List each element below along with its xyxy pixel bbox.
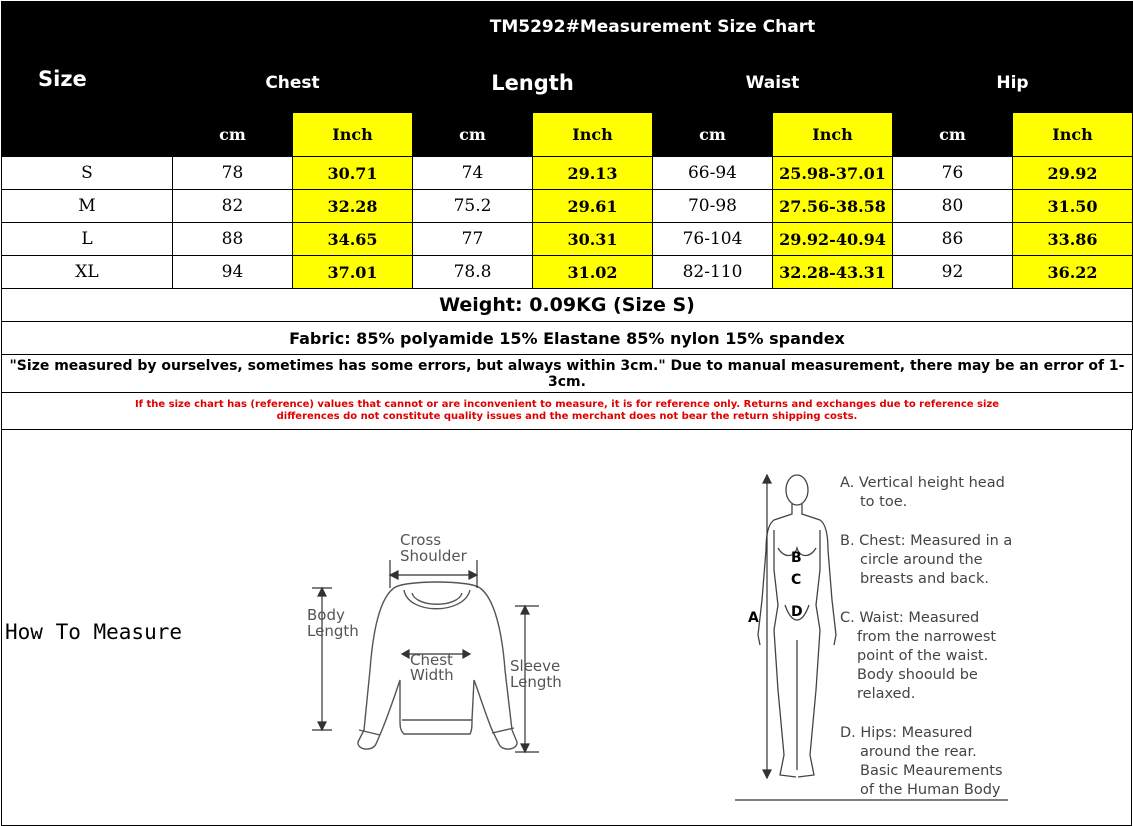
waist-inch-cell: 29.92-40.94 (773, 223, 893, 256)
hip-header: Hip (893, 53, 1133, 113)
waist-inch-cell: 27.56-38.58 (773, 190, 893, 223)
chest-inch-cell: 37.01 (293, 256, 413, 289)
hip-cm-cell: 86 (893, 223, 1013, 256)
length-inch-cell: 30.31 (533, 223, 653, 256)
body-figure (758, 475, 836, 777)
how-to-measure-section (1, 429, 1132, 826)
unit-inch: Inch (533, 113, 653, 157)
unit-cm: cm (653, 113, 773, 157)
table-row (2, 256, 1133, 289)
length-cm-cell: 74 (413, 157, 533, 190)
weight-info: Weight: 0.09KG (Size S) (2, 289, 1133, 322)
table-row (2, 190, 1133, 223)
desc-b: B. Chest: Measured in a circle around the breasts and back. (840, 533, 1013, 587)
disclaimer-text: If the size chart has (reference) values that cannot or are inconvenient to measure, it is for reference only. Returns and exchanges due to reference size differences do not constitute quality issues and the merchant does not bear the return shipping costs. (2, 393, 1133, 430)
hip-inch-cell: 29.92 (1013, 157, 1133, 190)
size-cell: XL (2, 256, 173, 289)
letter-c: C (791, 572, 802, 588)
table-row (2, 223, 1133, 256)
hip-inch-cell: 31.50 (1013, 190, 1133, 223)
chest-cm-cell: 88 (173, 223, 293, 256)
waist-cm-cell: 82-110 (653, 256, 773, 289)
chest-header: Chest (173, 53, 413, 113)
how-to-measure-label: How To Measure (5, 620, 183, 644)
letter-b: B (791, 550, 802, 566)
unit-inch: Inch (1013, 113, 1133, 157)
table-row (2, 157, 1133, 190)
measurement-diagrams (2, 430, 1131, 825)
length-inch-cell: 31.02 (533, 256, 653, 289)
desc-a: A. Vertical height head to toe. (840, 475, 1005, 510)
fabric-info: Fabric: 85% polyamide 15% Elastane 85% nylon 15% spandex (2, 322, 1133, 355)
unit-inch: Inch (293, 113, 413, 157)
waist-inch-cell: 25.98-37.01 (773, 157, 893, 190)
letter-a: A (748, 610, 759, 626)
chest-inch-cell: 34.65 (293, 223, 413, 256)
chest-width-label: Chest Width (410, 651, 454, 684)
waist-cm-cell: 70-98 (653, 190, 773, 223)
body-length-label: Body Length (307, 606, 359, 640)
hip-inch-cell: 33.86 (1013, 223, 1133, 256)
chest-inch-cell: 30.71 (293, 157, 413, 190)
size-cell: L (2, 223, 173, 256)
unit-inch: Inch (773, 113, 893, 157)
waist-inch-cell: 32.28-43.31 (773, 256, 893, 289)
length-inch-cell: 29.13 (533, 157, 653, 190)
length-cm-cell: 78.8 (413, 256, 533, 289)
sleeve-length-label: Sleeve Length (510, 657, 562, 691)
hip-cm-cell: 80 (893, 190, 1013, 223)
waist-cm-cell: 66-94 (653, 157, 773, 190)
size-cell: S (2, 157, 173, 190)
unit-cm: cm (893, 113, 1013, 157)
chest-cm-cell: 94 (173, 256, 293, 289)
chest-cm-cell: 78 (173, 157, 293, 190)
size-chart-table (1, 1, 1133, 430)
unit-cm: cm (413, 113, 533, 157)
chart-title: TM5292#Measurement Size Chart (173, 2, 1133, 53)
cross-shoulder-label: Cross Shoulder (400, 531, 467, 565)
length-cm-cell: 77 (413, 223, 533, 256)
length-header: Length (413, 53, 653, 113)
length-cm-cell: 75.2 (413, 190, 533, 223)
waist-header: Waist (653, 53, 893, 113)
measurement-note: "Size measured by ourselves, sometimes has some errors, but always within 3cm." Due to manual measurement, there may be an error of 1-3cm. (2, 355, 1133, 393)
chest-cm-cell: 82 (173, 190, 293, 223)
desc-c: C. Waist: Measured from the narrowest point of the waist. Body shoould be relaxed. (840, 610, 997, 702)
unit-cm: cm (173, 113, 293, 157)
waist-cm-cell: 76-104 (653, 223, 773, 256)
letter-d: D (791, 604, 803, 620)
chest-inch-cell: 32.28 (293, 190, 413, 223)
size-cell: M (2, 190, 173, 223)
hip-cm-cell: 92 (893, 256, 1013, 289)
length-inch-cell: 29.61 (533, 190, 653, 223)
size-header: Size (2, 2, 173, 157)
desc-d: D. Hips: Measured around the rear. Basic Meaurements of the Human Body (840, 725, 1003, 798)
hip-inch-cell: 36.22 (1013, 256, 1133, 289)
hip-cm-cell: 76 (893, 157, 1013, 190)
